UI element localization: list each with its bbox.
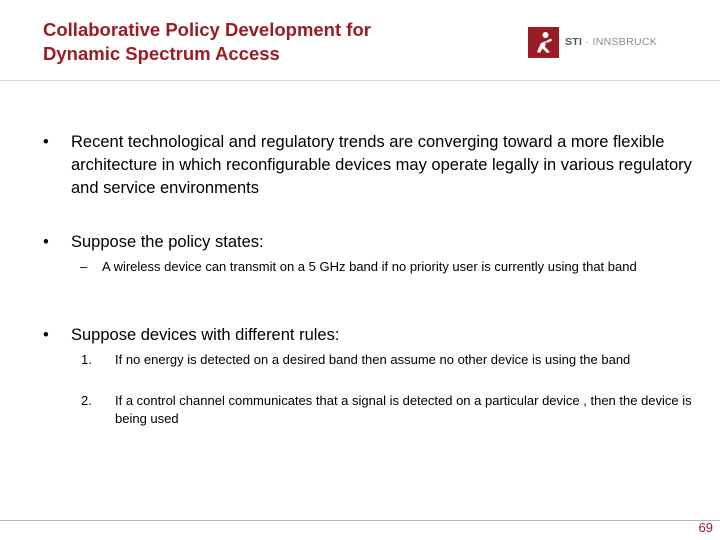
slide-title-line-2: Dynamic Spectrum Access [43, 43, 280, 64]
logo-place: INNSBRUCK [592, 36, 658, 48]
sub-bullet-text: A wireless device can transmit on a 5 GHz band if no priority user is currently using that band [102, 259, 637, 274]
bullet-2-text: Suppose the policy states: [71, 233, 264, 251]
numbered-item-1-text: If no energy is detected on a desired band then assume no other device is using the band [115, 352, 631, 367]
sti-innsbruck-logo [528, 25, 678, 59]
bullet-marker: • [43, 326, 49, 344]
numbered-marker-1: 1. [81, 352, 92, 367]
footer-divider [0, 520, 720, 521]
sti-logo-icon [528, 27, 559, 58]
logo-separator: · [585, 36, 590, 48]
slide-title-line-1: Collaborative Policy Development for [43, 19, 371, 40]
bullet-1-text: Recent technological and regulatory trends are converging toward a more flexible architecture in which reconfigurable devices may operate legally in various regulatory and service environments [71, 133, 692, 197]
page-number: 69 [698, 520, 713, 535]
logo-text [565, 36, 657, 48]
numbered-item-2-text: If a control channel communicates that a signal is detected on a particular device , then the device is being used [115, 393, 692, 426]
numbered-marker-2: 2. [81, 393, 92, 408]
bullet-marker: • [43, 133, 49, 151]
slide-title [43, 18, 443, 66]
sub-bullet-marker: – [80, 259, 88, 274]
logo-brand: STI [565, 36, 583, 48]
bullet-3-text: Suppose devices with different rules: [71, 326, 340, 344]
bullet-marker: • [43, 233, 49, 251]
title-divider [0, 80, 720, 81]
